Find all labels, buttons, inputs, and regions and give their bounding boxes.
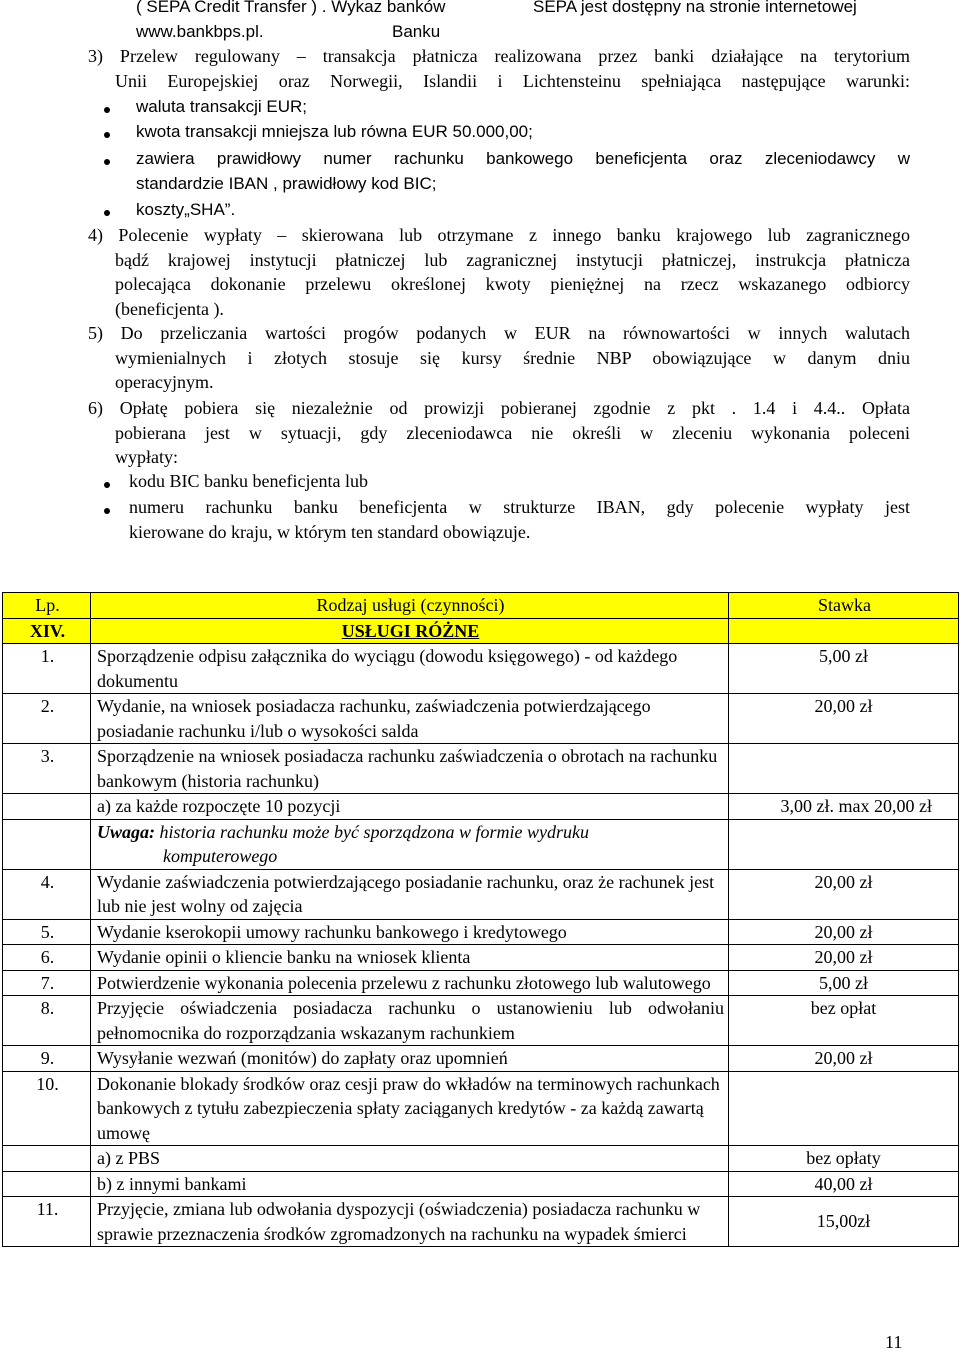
bullet-dot [104,132,110,138]
row-lp: 2. [3,694,91,744]
bullet-dot [104,210,110,216]
para-6-line-1: 6) Opłatę pobiera się niezależnie od prowizji pobieranej zgodnie z pkt . 1.4 i 4.4.. Opłata [88,398,910,418]
row-lp [3,1146,91,1172]
bullet-iban-number-line-1: numeru rachunku banku beneficjenta w strukturze IBAN, gdy polecenie wypłaty jest [129,497,910,517]
row-lp: 11. [3,1197,91,1247]
row-fee: 20,00 zł [729,945,959,971]
row-fee: 5,00 zł [729,970,959,996]
bullet-iban-number-line-2: kierowane do kraju, w którym ten standard obowiązuje. [129,522,531,542]
category-name [91,618,729,644]
bullet-dot [104,508,110,514]
note-text: historia rachunku może być sporządzona w formie wydruku [155,821,589,842]
para-3-line-1: 3) Przelew regulowany – transakcja płatnicza realizowana przez banki działające na terytorium [88,46,910,66]
text-sepa-a: ( SEPA Credit Transfer ) . Wykaz banków [136,0,446,16]
row-lp [3,819,91,869]
row-fee [729,819,959,869]
table-row [3,694,959,744]
row-desc: Wydanie zaświadczenia potwierdzającego posiadanie rachunku, oraz że rachunek jest lub nie jest wolny od zajęcia [91,869,729,919]
row-desc: Przyjęcie, zmiana lub odwołania dyspozycji (oświadczenia) posiadacza rachunku w sprawie przeznaczenia środków zgromadzonych na rachunku na wypadek śmierci [91,1197,729,1247]
row-lp: 10. [3,1071,91,1146]
row-desc: Wydanie kserokopii umowy rachunku bankowego i kredytowego [91,919,729,945]
row-fee: 40,00 zł [729,1171,959,1197]
header-service: Rodzaj usługi (czynności) [91,593,729,619]
row-desc: Sporządzenie na wniosek posiadacza rachunku zaświadczenia o obrotach na rachunku bankowym (historia rachunku) [91,744,729,794]
row-fee [729,744,959,794]
table-row [3,869,959,919]
table-header-row [3,593,959,619]
row-desc: a) z PBS [91,1146,729,1172]
category-lp: XIV. [3,618,91,644]
row-note [91,819,729,869]
para-4-line-1: 4) Polecenie wypłaty – skierowana lub otrzymane z innego banku krajowego lub zagranicznego [88,225,910,245]
table-row [3,644,959,694]
note-text-2: komputerowego [163,846,278,866]
fee-table [2,592,959,1247]
bullet-iban-line-2: standardzie IBAN , prawidłowy kod BIC; [136,174,437,193]
bullet-bic-code: kodu BIC banku beneficjenta lub [129,471,368,491]
table-category-row [3,618,959,644]
row-lp: 8. [3,996,91,1046]
table-row [3,1146,959,1172]
table-row [3,1046,959,1072]
header-rate: Stawka [729,593,959,619]
header-lp: Lp. [3,593,91,619]
para-6-line-2: pobierana jest w sytuacji, gdy zleceniodawca nie określi w zleceniu wykonania poleceni [115,423,910,443]
row-lp: 1. [3,644,91,694]
para-5-line-1: 5) Do przeliczania wartości progów podanych w EUR na równowartości w innych walutach [88,323,910,343]
row-desc: Dokonanie blokady środków oraz cesji praw do wkładów na terminowych rachunkach bankowych z tytułu zabezpieczenia spłaty zaciąganych kredytów - za każdą zawartą umowę [91,1071,729,1146]
row-desc: Wysyłanie wezwań (monitów) do zapłaty oraz upomnień [91,1046,729,1072]
row-fee: 5,00 zł [729,644,959,694]
table-row [3,1197,959,1247]
table-row-note [3,819,959,869]
row-lp: 4. [3,869,91,919]
page-number: 11 [885,1332,903,1352]
bullet-dot [104,482,110,488]
row-lp [3,794,91,820]
para-4-line-3: polecająca dokonanie przelewu określonej kwoty pieniężnej na rzecz wskazanego odbiorcy [115,274,910,294]
row-desc: Sporządzenie odpisu załącznika do wyciągu (dowodu księgowego) - od każdego dokumentu [91,644,729,694]
table-row [3,1171,959,1197]
note-label: Uwaga: [97,821,155,842]
table-row [3,996,959,1046]
row-fee: bez opłaty [729,1146,959,1172]
para-5-line-2: wymienialnych i złotych stosuje się kursy średnie NBP obowiązujące w danym dniu [115,348,910,368]
row-lp [3,1171,91,1197]
row-lp: 5. [3,919,91,945]
table-row [3,919,959,945]
row-fee: 20,00 zł [729,869,959,919]
para-3-line-2: Unii Europejskiej oraz Norwegii, Islandii i Lichtensteinu spełniająca następujące warunki: [115,71,910,91]
table-row [3,945,959,971]
category-name-text: USŁUGI RÓŻNE [341,620,480,641]
bullet-costs-sha: koszty„SHA”. [136,200,236,219]
text-sepa-b: SEPA jest dostępny na stronie internetowej [533,0,857,16]
para-4-line-2: bądź krajowej instytucji płatniczej lub zagranicznej instytucji płatniczej, instrukcja płatnicza [115,250,910,270]
para-5-line-3: operacyjnym. [115,372,214,392]
row-fee: 20,00 zł [729,694,959,744]
row-lp: 3. [3,744,91,794]
line-bankbps-url [136,20,910,45]
row-lp: 7. [3,970,91,996]
text-banku: Banku [392,22,441,41]
row-desc: Przyjęcie oświadczenia posiadacza rachunku o ustanowieniu lub odwołaniu pełnomocnika do rozporządzania wskazanym rachunkiem [91,996,729,1046]
table-row [3,744,959,794]
row-fee: 20,00 zł [729,919,959,945]
row-fee [729,1071,959,1146]
row-desc: Potwierdzenie wykonania polecenia przelewu z rachunku złotowego lub walutowego [91,970,729,996]
para-4-line-4: (beneficjenta ). [115,299,224,319]
table-row [3,794,959,820]
row-fee: 15,00zł [729,1197,959,1247]
row-desc: a) za każde rozpoczęte 10 pozycji [91,794,729,820]
bullet-dot [104,107,110,113]
row-lp: 9. [3,1046,91,1072]
row-desc: Wydanie, na wniosek posiadacza rachunku, zaświadczenia potwierdzającego posiadanie rachunku i/lub o wysokości salda [91,694,729,744]
row-fee: bez opłat [729,996,959,1046]
row-desc: Wydanie opinii o kliencie banku na wniosek klienta [91,945,729,971]
para-6-line-3: wypłaty: [115,447,178,467]
line-sepa-credit-transfer [136,0,910,20]
table-row [3,1071,959,1146]
bullet-currency-eur: waluta transakcji EUR; [136,97,308,116]
bullet-amount-limit: kwota transakcji mniejsza lub równa EUR 50.000,00; [136,122,533,141]
category-empty [729,618,959,644]
row-desc: b) z innymi bankami [91,1171,729,1197]
bank-url-text: www.bankbps.pl. [136,22,264,41]
bullet-iban-line-1: zawiera prawidłowy numer rachunku bankowego beneficjenta oraz zleceniodawcy w [136,149,910,168]
row-fee: 3,00 zł. max 20,00 zł [729,794,959,820]
row-lp: 6. [3,945,91,971]
bullet-dot [104,159,110,165]
table-row [3,970,959,996]
row-fee: 20,00 zł [729,1046,959,1072]
